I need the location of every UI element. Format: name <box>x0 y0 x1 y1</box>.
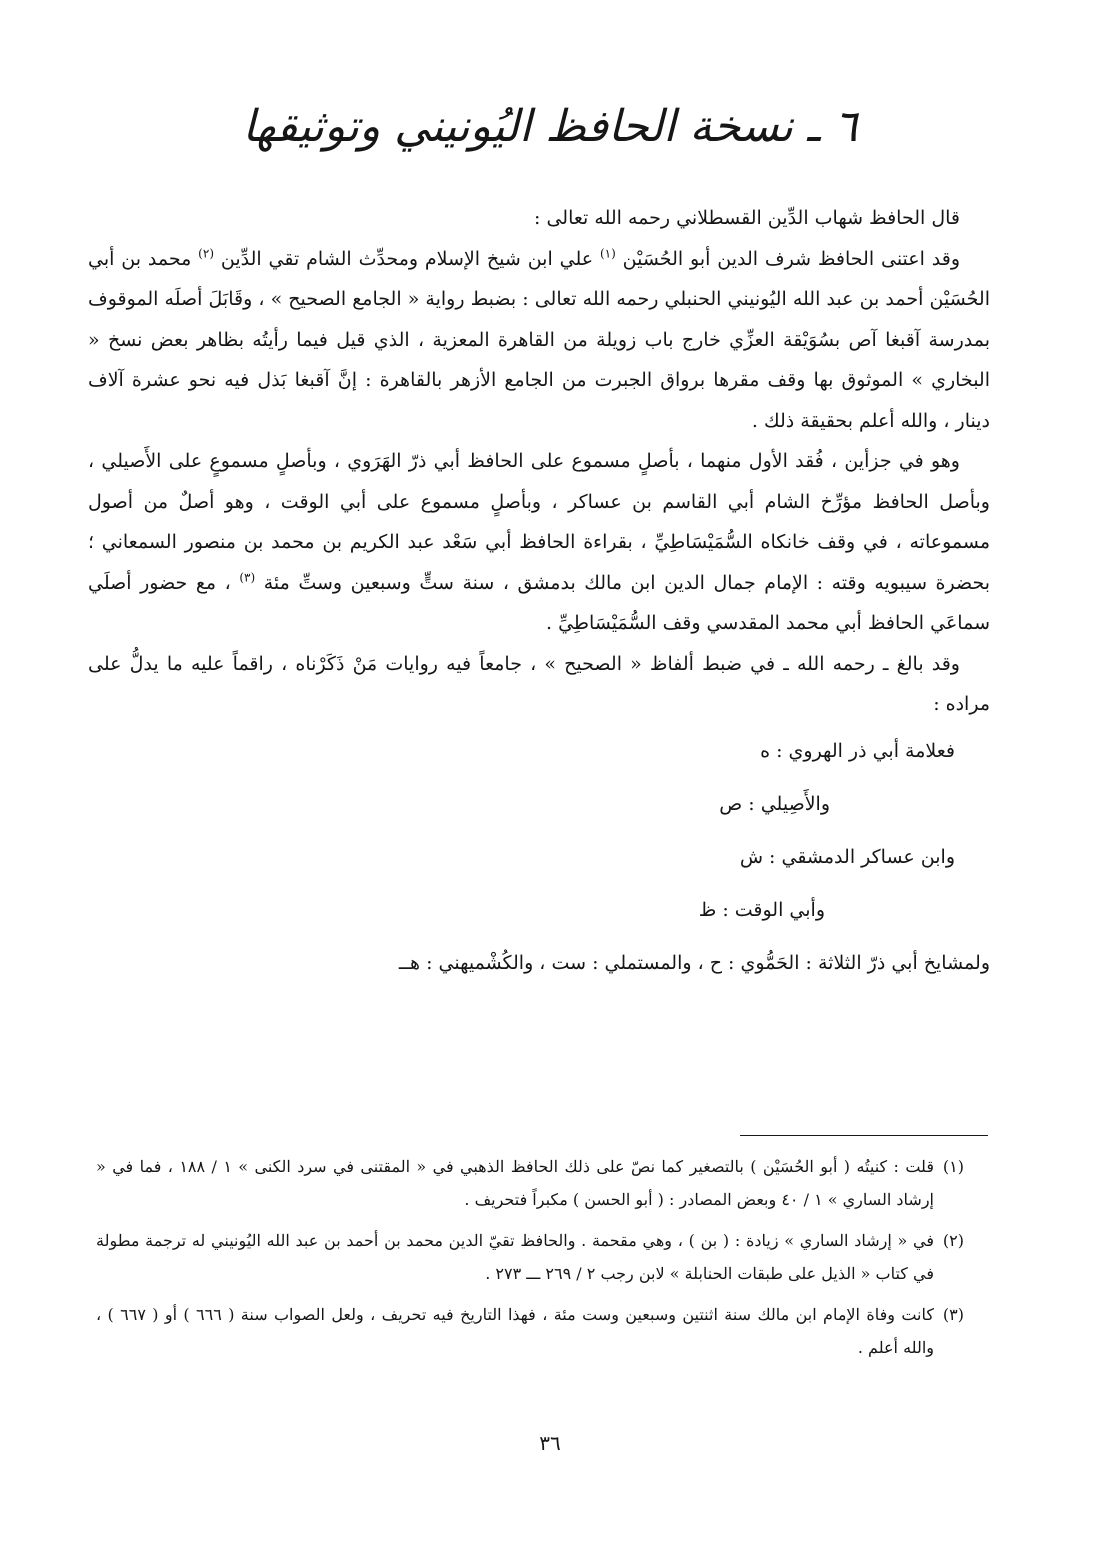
footnote-number: (٣) <box>942 1305 964 1324</box>
intro-line <box>88 198 990 239</box>
footnote-divider <box>740 1135 988 1136</box>
symbol-item-harawi: فعلامة أبي ذر الهروي : ه <box>760 739 955 762</box>
footnotes <box>96 1150 964 1372</box>
paragraph-three-text: وقد بالغ ـ رحمه الله ـ في ضبط ألفاظ « الصحيح » ، جامعاً فيه روايات مَنْ ذَكَرْناه ، راقماً عليه ما يدلُّ على مراده : <box>88 652 990 715</box>
paragraph-two <box>88 441 990 644</box>
footnote-number: (٢) <box>942 1231 964 1250</box>
paragraph-one-part-a: وقد اعتنى الحافظ شرف الدين أبو الحُسَيْن <box>622 247 960 270</box>
main-text <box>88 198 990 990</box>
footnote-text: قلت : كنيتُه ( أبو الحُسَيْن ) بالتصغير كما نصّ على ذلك الحافظ الذهبي في « المقتنى في سرد الكنى » ١ / ١٨٨ ، فما في « إرشاد الساري » ١ / ٤٠ وبعض المصادر : ( أبو الحسن ) مكبراً فتحريف . <box>96 1157 934 1209</box>
footnote-3 <box>96 1298 964 1364</box>
footnote-ref-3[interactable]: (٣) <box>239 570 256 585</box>
paragraph-one-part-b: علي ابن شيخ الإسلام ومحدِّث الشام تقي الدِّين <box>220 247 594 270</box>
symbol-item-ibn-asakir: وابن عساكر الدمشقي : ش <box>739 845 955 868</box>
paragraph-two-part-a: وهو في جزأين ، فُقد الأول منهما ، بأصلٍ مسموع على الحافظ أبي ذرّ الهَرَوي ، وبأصلٍ مسموعٍ على الأَصيلي ، وبأصل الحافظ مؤرِّخ الشام أبي القاسم بن عساكر ، وبأصلٍ مسموع على أبي الوقت ، وهو أصلٌ من أصول مسموعاته ، في وقف خانكاه السُّمَيْسَاطِيِّ ، بقراءة الحافظ أبي سَعْد عبد الكريم بن محمد بن منصور السمعاني ؛ بحضرة سيبويه وقته : الإمام جمال الدين ابن مالك بدمشق ، سنة ستٍّ وسبعين وستِّ مئة <box>88 450 991 594</box>
footnote-text: كانت وفاة الإمام ابن مالك سنة اثنتين وسبعين وست مئة ، فهذا التاريخ فيه تحريف ، ولعل الصواب سنة ( ٦٦٦ ) أو ( ٦٦٧ ) ، والله أعلم . <box>96 1305 935 1357</box>
paragraph-one <box>88 239 990 442</box>
footnote-ref-1[interactable]: (١) <box>599 246 616 261</box>
symbol-list <box>88 725 990 990</box>
paragraph-one-part-c: محمد بن أبي الحُسَيْن أحمد بن عبد الله اليُونيني الحنبلي رحمه الله تعالى : بضبط رواية « الجامع الصحيح » ، وقَابَلَ أصلَه الموقوف بمدرسة آقبغا آص بسُوَيْقة العزِّي خارج باب زويلة من القاهرة المعزية ، الذي قيل فيما رأيتُه بظاهر بعض نسخ « البخاري » الموثوق بها وقف مقرها برواق الجبرت من الجامع الأزهر بالقاهرة : إنَّ آقبغا بَذل فيه نحو عشرة آلاف دينار ، والله أعلم بحقيقة ذلك . <box>88 247 990 432</box>
footnote-ref-2[interactable]: (٢) <box>198 246 214 261</box>
symbol-item-abu-alwaqt: وأبي الوقت : ظ <box>698 898 825 921</box>
footnote-2 <box>96 1224 964 1290</box>
paragraph-two-part-b: ، مع حضور أصلَي سماعَي الحافظ أبي محمد المقدسي وقف السُّمَيْسَاطِيِّ . <box>88 571 990 634</box>
footnote-1 <box>96 1150 964 1216</box>
symbol-item-asili: والأَصِيلي : ص <box>719 792 830 815</box>
footnote-number: (١) <box>942 1157 964 1176</box>
footnote-text: في « إرشاد الساري » زيادة : ( بن ) ، وهي مقحمة . والحافظ تقيّ الدين محمد بن أحمد بن عبد الله اليُونيني له ترجمة مطولة في كتاب « الذيل على طبقات الحنابلة » لابن رجب ٢ / ٢٦٩ ـــ ٢٧٣ . <box>96 1231 934 1283</box>
paragraph-three <box>88 644 990 725</box>
page-number: ٣٦ <box>539 1431 561 1455</box>
symbol-item-three-shaykhs: ولمشايخ أبي ذرّ الثلاثة : الحَمُّوي : ح ، والمستملي : ست ، والكُشْميهني : هــ <box>398 951 990 974</box>
section-heading: ٦ ـ نسخة الحافظ اليُونيني وتوثيقها <box>242 101 858 152</box>
intro-text: قال الحافظ شهاب الدِّين القسطلاني رحمه الله تعالى : <box>534 207 960 229</box>
